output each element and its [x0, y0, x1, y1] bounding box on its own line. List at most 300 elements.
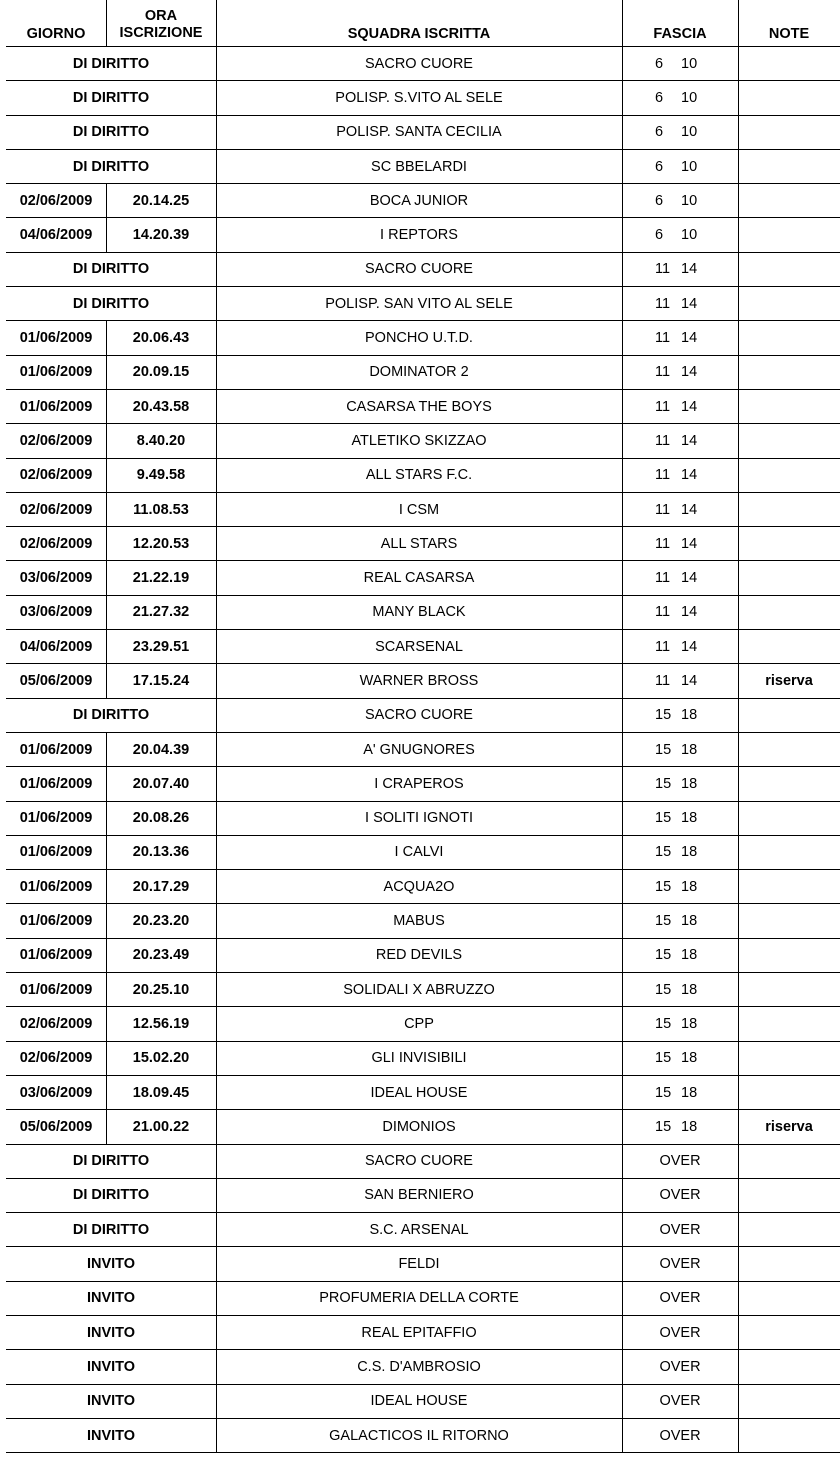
cell-ora: 20.23.49: [132, 947, 190, 964]
column-divider: [622, 1316, 623, 1349]
column-divider: [738, 1385, 739, 1418]
column-divider: [216, 1076, 217, 1109]
table-row: [6, 699, 840, 733]
cell-giorno: DI DIRITTO: [72, 707, 150, 724]
cell-ora: 20.17.29: [132, 878, 190, 895]
fascia-to: 10: [681, 227, 698, 244]
cell-squadra: C.S. D'AMBROSIO: [357, 1358, 481, 1375]
cell-squadra: I CSM: [398, 501, 440, 518]
cell-fascia: [622, 493, 738, 526]
cell-note: [738, 1385, 840, 1418]
fascia-from: 6: [655, 124, 664, 141]
cell-fascia: [622, 424, 738, 457]
cell-fascia: [622, 904, 738, 937]
column-divider: [622, 939, 623, 972]
cell-squadra: SC BBELARDI: [371, 158, 467, 175]
column-divider: [216, 1247, 217, 1280]
cell-note: [738, 390, 840, 423]
table-row: [6, 1145, 840, 1179]
column-divider: [106, 1042, 107, 1075]
cell-squadra: CASARSA THE BOYS: [346, 398, 492, 415]
column-divider: [738, 870, 739, 903]
column-divider: [622, 904, 623, 937]
fascia-to: 18: [681, 810, 698, 827]
cell-fascia: [622, 218, 738, 251]
cell-fascia: [622, 630, 738, 663]
fascia-to: 18: [681, 947, 698, 964]
fascia-to: 14: [681, 672, 698, 689]
column-divider: [622, 1419, 623, 1452]
cell-ora: 20.25.10: [132, 981, 190, 998]
column-divider: [738, 939, 739, 972]
cell-giorno: 02/06/2009: [19, 432, 93, 449]
column-divider: [738, 699, 739, 732]
column-divider: [738, 253, 739, 286]
table-row: [6, 253, 840, 287]
cell-note: [738, 1145, 840, 1178]
cell-giorno: 02/06/2009: [19, 467, 93, 484]
column-divider: [216, 184, 217, 217]
cell-fascia: [622, 973, 738, 1006]
column-divider: [216, 81, 217, 114]
cell-note: [738, 802, 840, 835]
column-divider: [738, 1076, 739, 1109]
fascia-from: 15: [655, 741, 672, 758]
column-divider: [216, 1110, 217, 1143]
column-divider: [216, 664, 217, 697]
cell-squadra: GALACTICOS IL RITORNO: [329, 1427, 509, 1444]
fascia-to: 10: [681, 124, 698, 141]
fascia-to: 14: [681, 638, 698, 655]
table-row: [6, 733, 840, 767]
fascia-to: 18: [681, 741, 698, 758]
column-divider: [738, 321, 739, 354]
column-divider: [216, 459, 217, 492]
cell-fascia: [622, 321, 738, 354]
column-divider: [738, 836, 739, 869]
cell-giorno: 03/06/2009: [19, 604, 93, 621]
cell-giorno: 01/06/2009: [19, 810, 93, 827]
table-row: [6, 459, 840, 493]
column-divider: [106, 733, 107, 766]
column-divider: [738, 424, 739, 457]
table-row: [6, 664, 840, 698]
column-divider: [738, 493, 739, 526]
cell-giorno: 02/06/2009: [19, 501, 93, 518]
fascia-to: 18: [681, 913, 698, 930]
column-divider: [622, 47, 623, 80]
cell-squadra: SAN BERNIERO: [364, 1187, 474, 1204]
column-divider: [622, 218, 623, 251]
table-row: [6, 116, 840, 150]
cell-note: [738, 973, 840, 1006]
table-row: [6, 1419, 840, 1453]
cell-giorno: DI DIRITTO: [72, 1153, 150, 1170]
column-divider: [622, 390, 623, 423]
column-divider: [106, 459, 107, 492]
fascia-from: 11: [655, 330, 671, 347]
fascia-to: 14: [681, 501, 698, 518]
cell-giorno: 03/06/2009: [19, 570, 93, 587]
column-divider: [106, 1007, 107, 1040]
table-header: [6, 0, 840, 47]
column-divider: [738, 733, 739, 766]
column-divider: [622, 1247, 623, 1280]
table-row: [6, 1282, 840, 1316]
cell-fascia: [622, 596, 738, 629]
column-divider: [216, 1350, 217, 1383]
cell-note: [738, 1042, 840, 1075]
cell-ora: 20.06.43: [132, 330, 190, 347]
cell-giorno: INVITO: [86, 1290, 136, 1307]
table-body: [6, 47, 840, 1453]
column-divider: [622, 733, 623, 766]
column-divider: [738, 630, 739, 663]
header-ora-line2: ISCRIZIONE: [119, 25, 203, 41]
fascia-from: 11: [655, 604, 671, 621]
table-row: [6, 184, 840, 218]
column-divider: [106, 596, 107, 629]
column-divider: [106, 0, 107, 46]
fascia-to: 18: [681, 775, 698, 792]
fascia-from: 15: [655, 878, 672, 895]
cell-ora: 12.20.53: [132, 535, 190, 552]
fascia-from: 15: [655, 844, 672, 861]
cell-squadra: I CALVI: [394, 844, 444, 861]
cell-note: [738, 356, 840, 389]
column-divider: [738, 596, 739, 629]
column-divider: [738, 1350, 739, 1383]
column-divider: [216, 561, 217, 594]
column-divider: [106, 664, 107, 697]
cell-giorno: DI DIRITTO: [72, 1187, 150, 1204]
column-divider: [216, 390, 217, 423]
column-divider: [622, 1179, 623, 1212]
fascia-to: 14: [681, 261, 698, 278]
cell-ora: 8.40.20: [136, 432, 186, 449]
column-divider: [216, 733, 217, 766]
column-divider: [106, 939, 107, 972]
fascia-from: 11: [655, 638, 671, 655]
cell-ora: 15.02.20: [132, 1050, 190, 1067]
fascia-to: 14: [681, 570, 698, 587]
fascia-from: 6: [655, 158, 664, 175]
cell-ora: 23.29.51: [132, 638, 190, 655]
cell-squadra: I CRAPEROS: [374, 775, 464, 792]
cell-squadra: REAL CASARSA: [363, 570, 475, 587]
table-row: [6, 904, 840, 938]
fascia-to: 18: [681, 1084, 698, 1101]
cell-giorno: DI DIRITTO: [72, 55, 150, 72]
column-divider: [106, 356, 107, 389]
cell-fascia: [622, 287, 738, 320]
cell-note: [738, 253, 840, 286]
column-divider: [622, 287, 623, 320]
column-divider: [622, 356, 623, 389]
cell-ora: 18.09.45: [132, 1084, 190, 1101]
column-divider: [216, 699, 217, 732]
cell-fascia: [622, 939, 738, 972]
column-divider: [622, 1042, 623, 1075]
cell-note: [738, 904, 840, 937]
fascia-from: 6: [655, 192, 664, 209]
column-divider: [738, 1007, 739, 1040]
table-row: [6, 1179, 840, 1213]
column-divider: [216, 321, 217, 354]
fascia-from: 11: [655, 364, 671, 381]
table-row: [6, 630, 840, 664]
table-row: [6, 321, 840, 355]
fascia-to: 14: [681, 398, 698, 415]
cell-fascia: OVER: [659, 1290, 701, 1307]
column-divider: [738, 390, 739, 423]
header-ora-line1: ORA: [144, 8, 178, 24]
column-divider: [106, 973, 107, 1006]
column-divider: [622, 699, 623, 732]
column-divider: [738, 1213, 739, 1246]
fascia-to: 10: [681, 55, 698, 72]
cell-giorno: 04/06/2009: [19, 227, 93, 244]
fascia-from: 6: [655, 55, 664, 72]
column-divider: [622, 596, 623, 629]
table-row: [6, 1076, 840, 1110]
table-row: [6, 870, 840, 904]
column-divider: [216, 973, 217, 1006]
cell-note: [738, 1247, 840, 1280]
column-divider: [106, 630, 107, 663]
fascia-from: 15: [655, 913, 672, 930]
column-divider: [738, 904, 739, 937]
fascia-from: 6: [655, 227, 664, 244]
column-divider: [106, 904, 107, 937]
cell-giorno: 01/06/2009: [19, 947, 93, 964]
fascia-from: 6: [655, 89, 664, 106]
column-divider: [738, 459, 739, 492]
cell-giorno: 04/06/2009: [19, 638, 93, 655]
cell-fascia: [622, 802, 738, 835]
cell-fascia: [622, 664, 738, 697]
fascia-from: 11: [655, 570, 671, 587]
cell-squadra: CPP: [404, 1015, 434, 1032]
column-divider: [622, 493, 623, 526]
column-divider: [738, 218, 739, 251]
cell-squadra: RED DEVILS: [375, 947, 463, 964]
column-divider: [622, 253, 623, 286]
cell-giorno: 02/06/2009: [19, 192, 93, 209]
fascia-from: 15: [655, 1118, 672, 1135]
cell-giorno: 01/06/2009: [19, 775, 93, 792]
header-giorno: GIORNO: [26, 26, 86, 42]
cell-giorno: 05/06/2009: [19, 672, 93, 689]
fascia-to: 14: [681, 295, 698, 312]
column-divider: [216, 1145, 217, 1178]
cell-note: [738, 116, 840, 149]
column-divider: [622, 973, 623, 1006]
cell-squadra: POLISP. SANTA CECILIA: [336, 124, 502, 141]
column-divider: [216, 630, 217, 663]
fascia-from: 15: [655, 810, 672, 827]
cell-note: riserva: [765, 672, 813, 689]
cell-note: [738, 596, 840, 629]
cell-note: [738, 1282, 840, 1315]
column-divider: [622, 1350, 623, 1383]
column-divider: [622, 802, 623, 835]
fascia-from: 15: [655, 981, 672, 998]
fascia-to: 18: [681, 1050, 698, 1067]
column-divider: [216, 1419, 217, 1452]
column-divider: [216, 596, 217, 629]
cell-fascia: [622, 390, 738, 423]
cell-squadra: FELDI: [398, 1256, 440, 1273]
cell-fascia: [622, 1076, 738, 1109]
cell-note: [738, 321, 840, 354]
table-row: [6, 47, 840, 81]
cell-note: [738, 836, 840, 869]
cell-fascia: [622, 1007, 738, 1040]
fascia-to: 14: [681, 432, 698, 449]
cell-note: [738, 561, 840, 594]
column-divider: [106, 870, 107, 903]
column-divider: [216, 939, 217, 972]
cell-ora: 9.49.58: [136, 467, 186, 484]
fascia-to: 18: [681, 844, 698, 861]
cell-giorno: 01/06/2009: [19, 330, 93, 347]
column-divider: [106, 218, 107, 251]
cell-giorno: 02/06/2009: [19, 1050, 93, 1067]
table-row: [6, 527, 840, 561]
fascia-from: 11: [655, 672, 671, 689]
cell-giorno: INVITO: [86, 1427, 136, 1444]
column-divider: [738, 287, 739, 320]
cell-fascia: OVER: [659, 1358, 701, 1375]
cell-giorno: 02/06/2009: [19, 1015, 93, 1032]
table-row: [6, 1385, 840, 1419]
column-divider: [622, 1282, 623, 1315]
fascia-to: 18: [681, 1118, 698, 1135]
column-divider: [216, 0, 217, 46]
column-divider: [738, 1282, 739, 1315]
fascia-to: 10: [681, 158, 698, 175]
cell-ora: 21.22.19: [132, 570, 190, 587]
table-row: [6, 493, 840, 527]
fascia-from: 11: [655, 467, 671, 484]
column-divider: [738, 356, 739, 389]
fascia-from: 11: [655, 501, 671, 518]
cell-fascia: [622, 150, 738, 183]
fascia-from: 15: [655, 947, 672, 964]
cell-note: [738, 1076, 840, 1109]
cell-giorno: DI DIRITTO: [72, 124, 150, 141]
fascia-to: 14: [681, 364, 698, 381]
column-divider: [622, 81, 623, 114]
column-divider: [738, 664, 739, 697]
cell-squadra: PONCHO U.T.D.: [365, 330, 473, 347]
cell-note: [738, 493, 840, 526]
cell-note: [738, 1419, 840, 1452]
cell-ora: 20.08.26: [132, 810, 190, 827]
column-divider: [216, 218, 217, 251]
table-row: [6, 1247, 840, 1281]
fascia-to: 18: [681, 707, 698, 724]
table-row: [6, 767, 840, 801]
column-divider: [622, 1007, 623, 1040]
column-divider: [216, 527, 217, 560]
table-row: [6, 1110, 840, 1144]
column-divider: [216, 904, 217, 937]
header-fascia: FASCIA: [653, 26, 707, 42]
header-ora-iscrizione: [106, 0, 216, 46]
cell-giorno: DI DIRITTO: [72, 261, 150, 278]
table-row: [6, 218, 840, 252]
cell-ora: 14.20.39: [132, 227, 190, 244]
cell-fascia: [622, 767, 738, 800]
column-divider: [622, 527, 623, 560]
fascia-to: 14: [681, 604, 698, 621]
column-divider: [738, 1247, 739, 1280]
fascia-from: 15: [655, 1084, 672, 1101]
cell-giorno: DI DIRITTO: [72, 89, 150, 106]
cell-note: [738, 527, 840, 560]
column-divider: [738, 47, 739, 80]
cell-note: [738, 81, 840, 114]
registration-table: [6, 0, 840, 1453]
column-divider: [216, 287, 217, 320]
cell-note: [738, 1213, 840, 1246]
column-divider: [216, 150, 217, 183]
cell-ora: 17.15.24: [132, 672, 190, 689]
cell-note: [738, 1007, 840, 1040]
cell-giorno: 02/06/2009: [19, 535, 93, 552]
cell-note: [738, 939, 840, 972]
column-divider: [622, 1385, 623, 1418]
fascia-from: 11: [655, 432, 671, 449]
column-divider: [216, 1007, 217, 1040]
column-divider: [216, 1385, 217, 1418]
column-divider: [738, 1316, 739, 1349]
fascia-from: 15: [655, 707, 672, 724]
table-row: [6, 424, 840, 458]
column-divider: [622, 870, 623, 903]
cell-fascia: [622, 561, 738, 594]
fascia-from: 11: [655, 535, 671, 552]
table-row: [6, 561, 840, 595]
column-divider: [106, 802, 107, 835]
column-divider: [106, 321, 107, 354]
fascia-to: 10: [681, 89, 698, 106]
column-divider: [106, 561, 107, 594]
column-divider: [216, 356, 217, 389]
cell-fascia: [622, 81, 738, 114]
cell-squadra: BOCA JUNIOR: [369, 192, 469, 209]
table-row: [6, 802, 840, 836]
column-divider: [216, 1042, 217, 1075]
fascia-from: 11: [655, 295, 671, 312]
column-divider: [622, 150, 623, 183]
table-row: [6, 1350, 840, 1384]
cell-fascia: [622, 356, 738, 389]
column-divider: [738, 802, 739, 835]
column-divider: [738, 767, 739, 800]
column-divider: [106, 1076, 107, 1109]
fascia-to: 14: [681, 535, 698, 552]
cell-fascia: OVER: [659, 1393, 701, 1410]
column-divider: [622, 836, 623, 869]
column-divider: [622, 767, 623, 800]
cell-giorno: 01/06/2009: [19, 878, 93, 895]
column-divider: [216, 253, 217, 286]
table-row: [6, 287, 840, 321]
cell-squadra: IDEAL HOUSE: [370, 1084, 468, 1101]
